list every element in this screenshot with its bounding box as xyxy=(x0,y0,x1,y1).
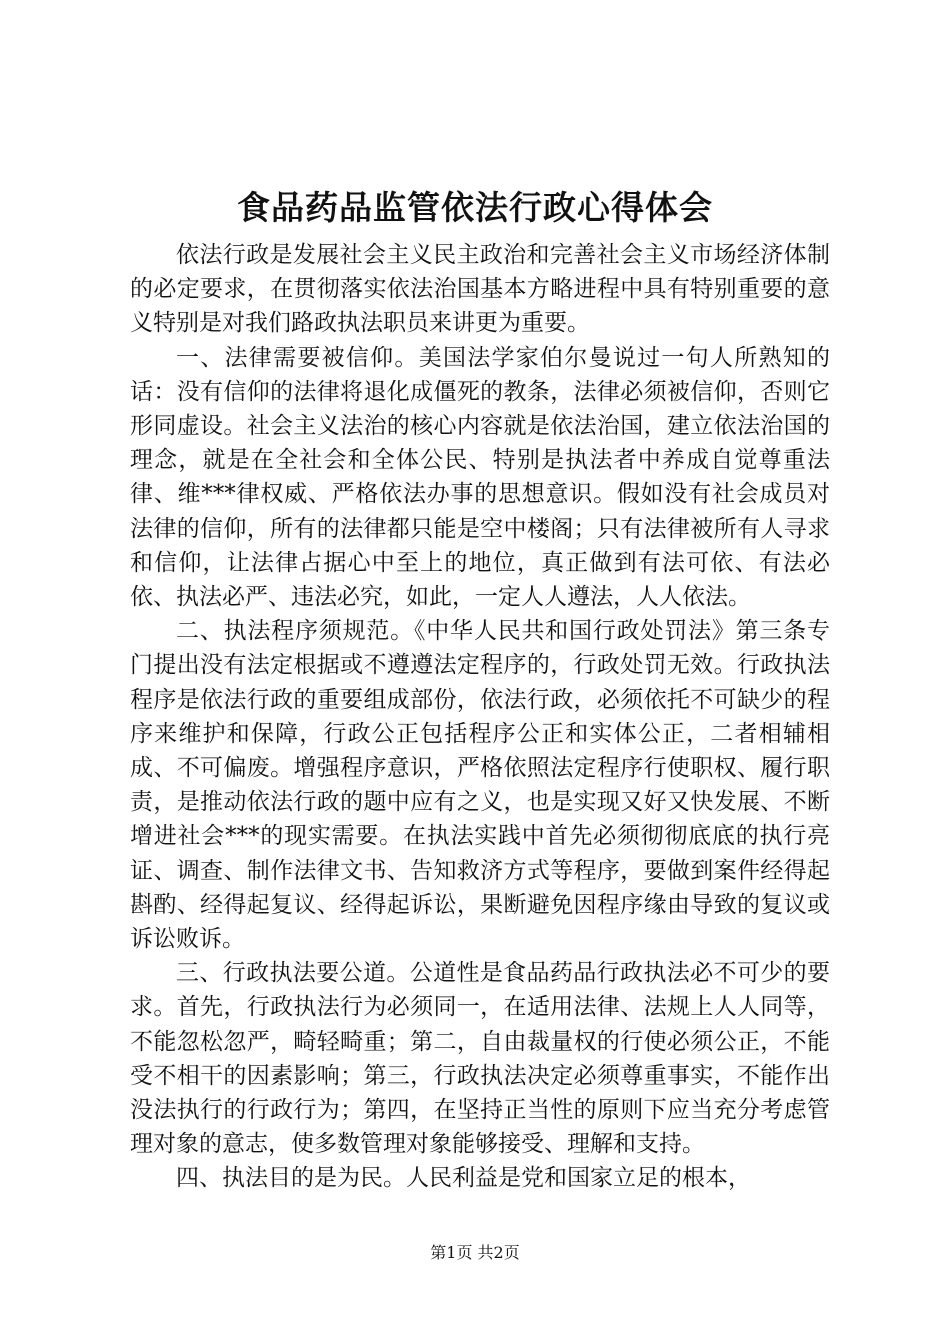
page-number-footer: 第1页 共2页 xyxy=(430,1243,520,1262)
paragraph-section-2: 二、执法程序须规范。《中华人民共和国行政处罚法》第三条专门提出没有法定根据或不遵遵法定程序的，行政处罚无效。行政执法程序是依法行政的重要组成部份，依法行政，必须依托不可缺少的程序来维护和保障，行政公正包括程序公正和实体公正，二者相辅相成、不可偏废。增强程序意识，严格依照法定程序行使职权、履行职责，是推动依法行政的题中应有之义，也是实现又好又快发展、不断增进社会***的现实需要。在执法实践中首先必须彻彻底底的执行亮证、调查、制作法律文书、告知救济方式等程序，要做到案件经得起斟酌、经得起复议、经得起诉讼，果断避免因程序缘由导致的复议或诉讼败诉。 xyxy=(130,618,830,953)
document-title: 食品药品监管依法行政心得体会 xyxy=(237,188,713,227)
paragraph-section-4: 四、执法目的是为民。人民利益是党和国家立足的根本， xyxy=(176,1165,751,1192)
paragraph-section-3: 三、行政执法要公道。公道性是食品药品行政执法必不可少的要求。首先，行政执法行为必须同一，在适用法律、法规上人人同等，不能忽松忽严，畸轻畸重；第二，自由裁量权的行使必须公正，不能受不相干的因素影响；第三，行政执法决定必须尊重事实，不能作出没法执行的行政行为；第四，在坚持正当性的原则下应当充分考虑管理对象的意志，使多数管理对象能够接受、理解和支持。 xyxy=(130,960,830,1158)
document-body xyxy=(130,238,830,1196)
paragraph-section-1: 一、法律需要被信仰。美国法学家伯尔曼说过一句人所熟知的话：没有信仰的法律将退化成僵死的教条，法律必须被信仰，否则它形同虚设。社会主义法治的核心内容就是依法治国，建立依法治国的理念，就是在全社会和全体公民、特别是执法者中养成自觉尊重法律、维***律权威、严格依法办事的思想意识。假如没有社会成员对法律的信仰，所有的法律都只能是空中楼阁；只有法律被所有人寻求和信仰，让法律占据心中至上的地位，真正做到有法可依、有法必依、执法必严、违法必究，如此，一定人人遵法，人人依法。 xyxy=(130,344,830,611)
paragraph-intro: 依法行政是发展社会主义民主政治和完善社会主义市场经济体制的必定要求，在贯彻落实依法治国基本方略进程中具有特别重要的意义特别是对我们路政执法职员来讲更为重要。 xyxy=(130,242,830,337)
